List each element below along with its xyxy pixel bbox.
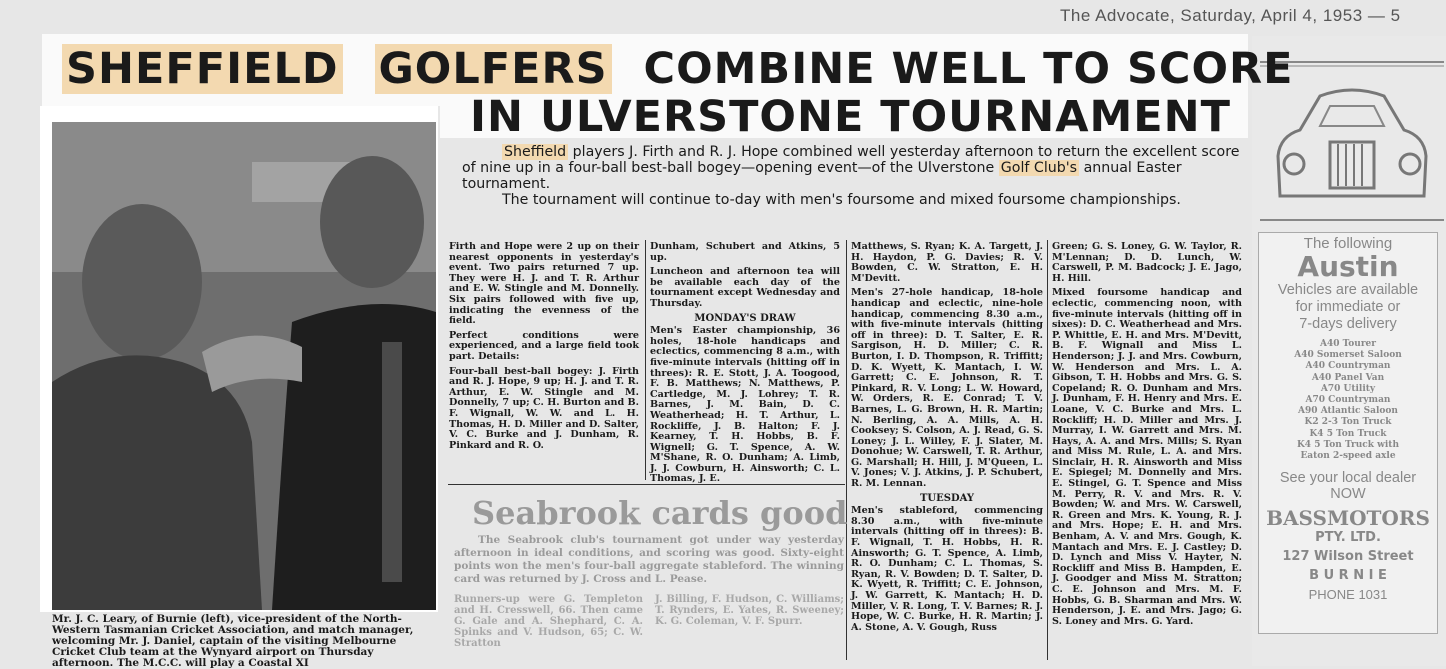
headline-line-1 bbox=[62, 44, 1294, 94]
headline-highlight: GOLFERS bbox=[375, 44, 612, 94]
draw-text: commencing noon, with five-minute intervals (hitting off in sixes): D. C. Weatherhead and Mrs. P. Whittle, E. H. and Mrs. M'Devitt, B. F. Wignall and Miss L. Henderson; J. J. and Mrs. Cowburn, W. Henderson and Mrs. L. A. Gibson, T. H. Hobbs and Mrs. G. S. Copeland; R. O. Dunham and Mrs. J. Dunham, F. H. Henry and Mrs. E. Loane, V. C. Burke and Mrs. L. Rockliff; H. D. Miller and Mrs. J. Murray, I. W. Garrett and Mrs. M. Hays, A. A. and Mrs. Mills; S. Ryan and Miss M. Rule, L. A. and Mrs. Sinclair, H. R. Ainsworth and Miss E. Spiegel; M. Donnelly and Mrs. E. Stingel, G. T. Spence and Miss M. Perry, R. V. and Mrs. R. V. Bowden; W. and Mrs. W. Carswell, R. Green and Mrs. K. Young, R. J. and Mrs. Hope; E. H. and Mrs. Benham, A. V. and Mrs. Gough, K. Mantach and Mrs. E. J. Castley; D. D. Lynch and Miss V. Hayter, N. Rockliff and Miss B. Hampden, E. J. Goodger and Miss M. Stratton; C. E. Johnson and Mrs. M. F. Hobbs, G. B. Sharman and Mrs. W. Henderson, J. E. and Mrs. Jago; G. S. Loney and Mrs. G. Yard. bbox=[1052, 297, 1242, 627]
highlight-text: Golf Club's bbox=[1000, 160, 1078, 176]
draw-heading: Men's stableford, bbox=[851, 505, 958, 517]
seabrook-article bbox=[454, 534, 844, 649]
ad-model: A40 Somerset Saloon bbox=[1294, 350, 1402, 361]
highlight-text: Sheffield bbox=[504, 144, 567, 160]
headline-highlight: SHEFFIELD bbox=[62, 44, 343, 94]
lead-text: players J. Firth and R. J. Hope combined well yesterday afternoon to return the excellent score of nine up in a four-ball best-ball bogey—opening event—of the Ulverstone bbox=[462, 144, 1240, 176]
paragraph: Matthews, S. Ryan; K. A. Targett, J. H. Haydon, P. G. Davies; R. V. Bowden, C. W. Stratton, E. H. M'Devitt. bbox=[851, 241, 1043, 284]
photo-image-icon bbox=[52, 122, 436, 610]
paragraph: The Seabrook club's tournament got under way yesterday afternoon in ideal conditions, and scoring was good. Sixty-eight points won the men's four-ball aggregate stableford. The winning card was returned by J. Cross and L. Pease. bbox=[454, 534, 844, 585]
draw-heading: Men's 27-hole handicap, 18-hole handicap and eclectic, nine-hole handicap, bbox=[851, 287, 1043, 320]
ad-dealer: BASSMOTORS bbox=[1266, 506, 1430, 531]
subheading: MONDAY'S DRAW bbox=[694, 312, 796, 324]
paragraph: Firth and Hope were 2 up on their nearest opponents in yesterday's event. Two pairs returned 7 up. They were H. J. and T. R. Arthur and E. W. Stingle and M. Donnelly. Six pairs followed with five up, indicating the evenness of the field. bbox=[449, 241, 639, 327]
column-rule bbox=[645, 240, 646, 480]
seabrook-columns bbox=[454, 594, 844, 649]
paragraph bbox=[851, 288, 1043, 489]
column-rule bbox=[846, 240, 847, 660]
draw-text: commencing 8.30 a.m., with five-minute intervals (hitting off in three): D. T. Salter, E. R. Sargison, H. D. Miller; C. R. Burton, I. D. Thompson, R. Triffitt; D. K. Wyett, K. Mantach, I. W. Garrett; C. E. Johnson, R. T. Pinkard, R. V. Long; L. W. Howard, W. Orders, R. E. Conrad; T. V. Barnes, L. G. Brown, H. R. Martin; N. Berling, A. A. Mills, A. H. Cooksey; S. Colson, A. J. Read, G. S. Loney; J. L. Willey, F. J. Slater, M. Donohue; W. Carswell, T. R. Arthur, G. Marshall; H. Hill, J. M'Queen, L. V. Jones; V. J. Atkins, J. P. Schubert, R. M. Lennan. bbox=[851, 308, 1043, 490]
austin-advertisement bbox=[1258, 232, 1438, 634]
headline-line-2: IN ULVERSTONE TOURNAMENT bbox=[470, 92, 1231, 142]
paragraph bbox=[851, 506, 1043, 633]
ad-brand: Austin bbox=[1297, 250, 1399, 283]
masthead: The Advocate, Saturday, April 4, 1953 — 5 bbox=[1060, 6, 1401, 25]
draw-text: 36 holes, 18-hole handicaps and eclectics, commencing 8 a.m., with five-minute intervals (hitting off in threes): R. E. Stott, J. A. Toogood, F. B. Matthews; N. Matthews, P. Cartledge, M. J. Lohrey; T. R. Barnes, J. M. Bain, D. C. Weatherhead; H. T. Arthur, L. Rockliffe, J. B. Halton; F. J. Kearney, T. H. Hobbs, B. F. Wignell; G. T. Spence, A. W. M'Shane, R. O. Dunham; A. Limb, J. J. Cowburn, H. Ainsworth; C. L. Thomas, J. E. bbox=[650, 325, 840, 485]
paragraph bbox=[650, 326, 840, 485]
paragraph: Luncheon and afternoon tea will be available each day of the tournament except Wednesday and Thursday. bbox=[650, 266, 840, 309]
ad-line: 7-days delivery bbox=[1299, 316, 1397, 332]
paragraph: J. Billing, F. Hudson, C. Williams; T. Rynders, E. Yates, R. Sweeney; K. G. Coleman, V. F. Spurr. bbox=[655, 594, 844, 627]
ad-model: A90 Atlantic Saloon bbox=[1298, 406, 1398, 417]
article-lead bbox=[462, 144, 1240, 208]
ad-model: A70 Utility bbox=[1320, 383, 1376, 394]
subheading: TUESDAY bbox=[919, 492, 975, 504]
paragraph: Dunham, Schubert and Atkins, 5 up. bbox=[650, 241, 840, 263]
seabrook-headline: Seabrook cards good bbox=[472, 494, 848, 532]
ad-model: A40 Countryman bbox=[1305, 361, 1391, 372]
ad-line: Vehicles are available bbox=[1277, 282, 1419, 298]
paragraph: Runners-up were G. Templeton and H. Cresswell, 66. Then came G. Gale and A. Shephard, C. A. Spinks and V. Hudson, 65; C. W. Stratton bbox=[454, 594, 643, 649]
ad-phone: PHONE 1031 bbox=[1308, 587, 1388, 603]
ad-model: K4 5 Ton Truck with bbox=[1296, 439, 1399, 450]
article-column-1 bbox=[449, 242, 639, 478]
result-heading: Four-ball best-ball bogey: bbox=[449, 365, 593, 377]
ad-line: for immediate or bbox=[1295, 299, 1401, 315]
headline-text: COMBINE WELL TO SCORE bbox=[643, 44, 1294, 94]
ad-model: Eaton 2-speed axle bbox=[1300, 451, 1396, 462]
paragraph: Perfect conditions were experienced, and a large field took part. Details: bbox=[449, 329, 639, 362]
ad-line: The following bbox=[1303, 235, 1393, 252]
ad-model: A70 Countryman bbox=[1305, 395, 1391, 406]
paragraph bbox=[1052, 288, 1242, 627]
ad-town: B U R N I E bbox=[1309, 568, 1387, 584]
lead-paragraph: The tournament will continue to-day with men's foursome and mixed foursome championships. bbox=[502, 192, 1181, 208]
news-photo bbox=[52, 122, 436, 610]
article-column-2 bbox=[650, 241, 840, 485]
ad-model: A40 Panel Van bbox=[1311, 372, 1385, 383]
lead-text: annual Easter tournament. bbox=[462, 160, 1182, 192]
ad-model: K4 5 Ton Truck bbox=[1309, 428, 1387, 439]
draw-text: commencing 8.30 a.m., with five-minute intervals (hitting off in threes): B. F. Wignall, T. H. Hobbs, H. R. Ainsworth; G. T. Spence, A. Limb, R. O. Dunham; C. L. Thomas, S. Ryan, R. V. Bowden; D. T. Salter, D. K. Wyett, R. Triffitt; C. E. Johnson, J. W. Garrett, K. Mantach; H. D. Miller, V. R. Long, T. V. Barnes; R. J. Hope, W. C. Burke, H. R. Martin; J. A. Stone, A. V. Gough, Russ bbox=[851, 505, 1043, 633]
draw-heading: Men's Easter championship, bbox=[650, 325, 817, 337]
lead-paragraph bbox=[462, 144, 1240, 192]
column-rule bbox=[1047, 240, 1048, 660]
article-column-4 bbox=[1052, 242, 1242, 660]
ad-dealer-suffix: PTY. LTD. bbox=[1315, 530, 1381, 546]
paragraph: Green; G. S. Loney, G. W. Taylor, R. M'Lennan; D. D. Lunch, W. Carswell, P. M. Badcock; J. E. Jago, H. Hill. bbox=[1052, 241, 1242, 284]
paragraph bbox=[449, 367, 639, 452]
draw-heading: Mixed foursome handicap and eclectic, bbox=[1052, 287, 1242, 309]
ad-model-list bbox=[1259, 339, 1437, 462]
result-text: J. Firth and R. J. Hope, 9 up; H. J. and T. R. Arthur, E. W. Stingle and M. Donnelly, 7 up; C. H. Burton and B. F. Wignall, W. W. and L. H. Thomas, H. D. Miller and D. Salter, V. C. Burke and J. Dunham, R. Pinkard and R. O. bbox=[449, 365, 640, 451]
ad-model: K2 2-3 Ton Truck bbox=[1304, 417, 1392, 428]
ad-address: 127 Wilson Street bbox=[1282, 549, 1414, 565]
ad-line: See your local dealer bbox=[1279, 470, 1417, 487]
ad-model: A40 Tourer bbox=[1319, 339, 1377, 349]
ad-line: NOW bbox=[1330, 486, 1366, 503]
photo-caption: Mr. J. C. Leary, of Burnie (left), vice-president of the North-Western Tasmanian Cricket Association, and match manager, welcoming Mr. J. Daniel, captain of the visiting Melbourne Cricket Club team at the Wynyard airport on Thursday afternoon. The M.C.C. will play a Coastal XI bbox=[52, 613, 414, 669]
article-column-3 bbox=[851, 242, 1043, 660]
